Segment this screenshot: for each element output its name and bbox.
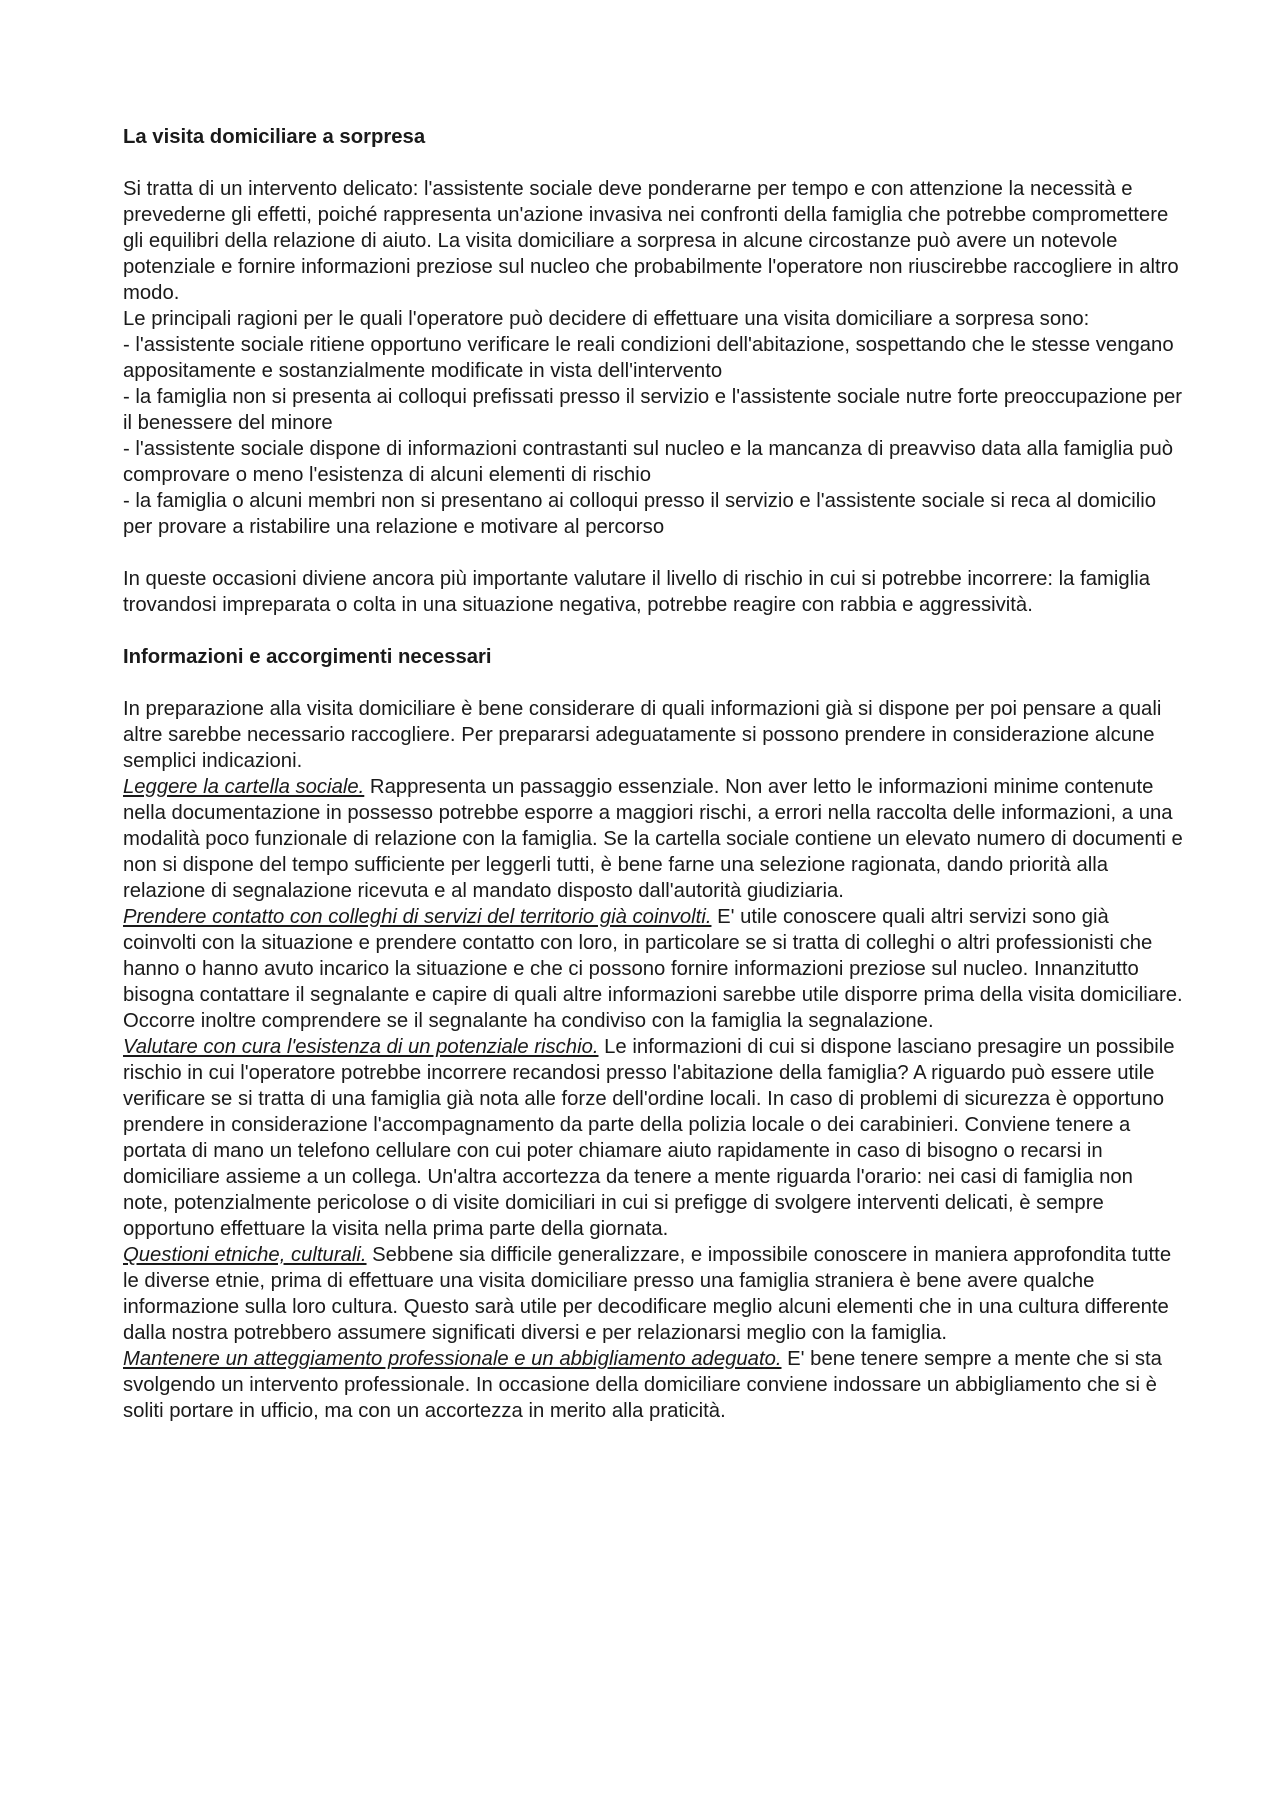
guideline-topic: Prendere contatto con colleghi di servizi del territorio già coinvolti. (123, 906, 712, 928)
reason-item: - l'assistente sociale dispone di informazioni contrastanti sul nucleo e la mancanza di preavviso data alla famiglia può comprovare o meno l'esistenza di alcuni elementi di rischio (123, 438, 1174, 486)
section-title: La visita domiciliare a sorpresa (123, 126, 426, 148)
document-page (123, 124, 1183, 1424)
section-intro: In preparazione alla visita domiciliare è bene considerare di quali informazioni già si dispone per poi pensare a quali altre sarebbe necessario raccogliere. Per prepararsi adeguatamente si possono prendere in considerazione alcune semplici indicazioni. (123, 698, 1162, 772)
reason-item: - la famiglia o alcuni membri non si presentano ai colloqui presso il servizio e l'assistente sociale si reca al domicilio per provare a ristabilire una relazione e motivare al percorso (123, 490, 1157, 538)
guideline-topic: Questioni etniche, culturali. (123, 1244, 367, 1266)
spacer (123, 540, 1183, 566)
section-intro: Si tratta di un intervento delicato: l'assistente sociale deve ponderarne per tempo e con attenzione la necessità e prevederne gli effetti, poiché rappresenta un'azione invasiva nei confronti della famiglia che potrebbe compromettere gli equilibri della relazione di aiuto. La visita domiciliare a sorpresa in alcune circostanze può avere un notevole potenziale e fornire informazioni preziose sul nucleo che probabilmente l'operatore non riuscirebbe raccogliere in altro modo. (123, 178, 1179, 304)
spacer (123, 618, 1183, 644)
guideline-item (123, 1242, 1183, 1346)
guideline-topic: Leggere la cartella sociale. (123, 776, 365, 798)
guideline-item (123, 774, 1183, 904)
section-closing: In queste occasioni diviene ancora più importante valutare il livello di rischio in cui si potrebbe incorrere: la famiglia trovandosi impreparata o colta in una situazione negativa, potrebbe reagire con rabbia e aggressività. (123, 568, 1150, 616)
guideline-text: Rappresenta un passaggio essenziale. Non aver letto le informazioni minime contenute nella documentazione in possesso potrebbe esporre a maggiori rischi, a errori nella raccolta delle informazioni, a una modalità poco funzionale di relazione con la famiglia. Se la cartella sociale contiene un elevato numero di documenti e non si dispone del tempo sufficiente per leggerli tutti, è bene farne una selezione ragionata, dando priorità alla relazione di segnalazione ricevuta e al mandato disposto dall'autorità giudiziaria. (123, 776, 1183, 902)
guideline-text: Le informazioni di cui si dispone lasciano presagire un possibile rischio in cui l'operatore potrebbe incorrere recandosi presso l'abitazione della famiglia? A riguardo può essere utile verificare se si tratta di una famiglia già nota alle forze dell'ordine locali. In caso di problemi di sicurezza è opportuno prendere in considerazione l'accompagnamento da parte della polizia locale o dei carabinieri. Conviene tenere a portata di mano un telefono cellulare con cui poter chiamare aiuto rapidamente in caso di bisogno o recarsi in domiciliare assieme a un collega. Un'altra accortezza da tenere a mente riguarda l'orario: nei casi di famiglia non note, potenzialmente pericolose o di visite domiciliari in cui si prefigge di svolgere interventi delicati, è sempre opportuno effettuare la visita nella prima parte della giornata. (123, 1036, 1175, 1240)
section-title: Informazioni e accorgimenti necessari (123, 646, 492, 668)
guideline-item (123, 1034, 1183, 1242)
guideline-item (123, 1346, 1183, 1424)
guideline-text: E' utile conoscere quali altri servizi sono già coinvolti con la situazione e prendere contatto con loro, in particolare se si tratta di colleghi o altri professionisti che hanno o hanno avuto incarico la situazione e che ci possono fornire informazioni preziose sul nucleo. Innanzitutto bisogna contattare il segnalante e capire di quali altre informazioni sarebbe utile disporre prima della visita domiciliare. Occorre inoltre comprendere se il segnalante ha condiviso con la famiglia la segnalazione. (123, 906, 1183, 1032)
reason-item: - la famiglia non si presenta ai colloqui prefissati presso il servizio e l'assistente sociale nutre forte preoccupazione per il benessere del minore (123, 386, 1183, 434)
guideline-text: Sebbene sia difficile generalizzare, e impossibile conoscere in maniera approfondita tutte le diverse etnie, prima di effettuare una visita domiciliare presso una famiglia straniera è bene avere qualche informazione sulla loro cultura. Questo sarà utile per decodificare meglio alcuni elementi che in una cultura differente dalla nostra potrebbero assumere significati diversi e per relazionarsi meglio con la famiglia. (123, 1244, 1172, 1344)
guideline-item (123, 904, 1183, 1034)
reason-item: - l'assistente sociale ritiene opportuno verificare le reali condizioni dell'abitazione, sospettando che le stesse vengano appositamente e sostanzialmente modificate in vista dell'intervento (123, 334, 1174, 382)
reasons-intro: Le principali ragioni per le quali l'operatore può decidere di effettuare una visita domiciliare a sorpresa sono: (123, 308, 1090, 330)
guideline-topic: Valutare con cura l'esistenza di un potenziale rischio. (123, 1036, 599, 1058)
guideline-topic: Mantenere un atteggiamento professionale e un abbigliamento adeguato. (123, 1348, 782, 1370)
guideline-text: E' bene tenere sempre a mente che si sta svolgendo un intervento professionale. In occasione della domiciliare conviene indossare un abbigliamento che si è soliti portare in ufficio, ma con un accortezza in merito alla praticità. (123, 1348, 1162, 1422)
